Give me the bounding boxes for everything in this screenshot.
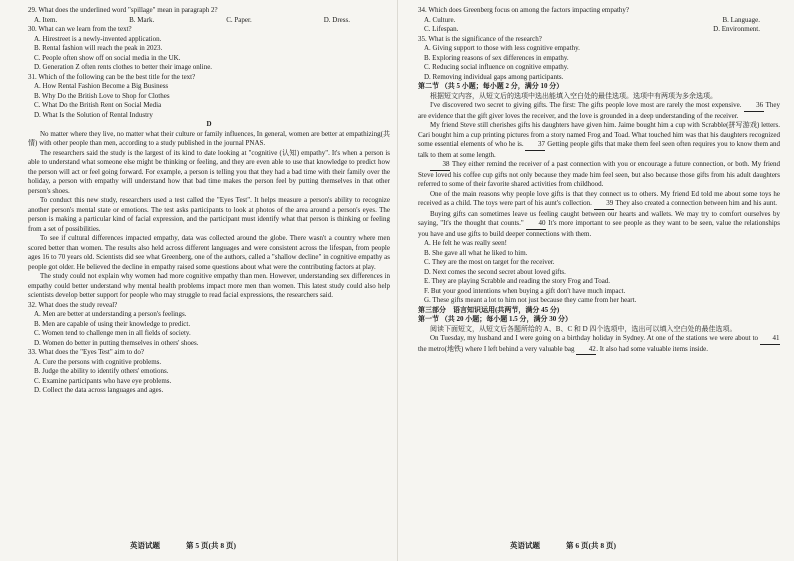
question-34: 34. Which does Greenberg focus on among the factors impacting empathy? xyxy=(418,6,630,14)
option: C. Reducing social influence on cognitive empathy. xyxy=(424,63,569,71)
blank-37[interactable]: 37 xyxy=(525,140,545,151)
gap-fill-paragraph xyxy=(418,210,780,240)
option: C. People often show off on social media in the UK. xyxy=(34,53,181,62)
part-3-instructions: 阅读下面短文，从短文后各题所给的 A、B、C 和 D 四个选项中，选出可以填入空白处的最佳选项。 xyxy=(430,324,737,333)
left-footer xyxy=(130,540,236,551)
text: They either remind the receiver of a past connection with you or encourage a future connection, or both. My friend Steve loved his coffee cup gifts not only because they made him feel seen, but also because those gifts from his adult daughters referred to some of their favorite shared activities from childhood. xyxy=(418,160,781,188)
passage-paragraph: No matter where they live, no matter what their culture or family influences, In general, women are better at empathizing(共情) with other people than men, according to a study published in the journal PNAS. xyxy=(28,129,390,147)
question-31: 31. Which of the following can be the best title for the text? xyxy=(28,72,196,81)
question-29-options xyxy=(28,16,390,26)
option: D. Collect the data across languages and ages. xyxy=(34,386,164,394)
option: D. Dress. xyxy=(323,15,350,24)
option: A. Men are better at understanding a person's feelings. xyxy=(34,310,187,318)
text: Getting people gifts that make them feel seen often requires you to know them and talk to them at some length. xyxy=(418,140,781,159)
gap-fill-paragraph xyxy=(418,121,780,160)
option: B. Mark. xyxy=(129,15,155,24)
text: the metro(地铁) where I left behind a very valuable bag xyxy=(418,344,575,353)
option: C. Examine participants who have eye problems. xyxy=(34,376,172,385)
blank-36[interactable]: 36 xyxy=(744,101,764,112)
option: A. Item. xyxy=(34,15,58,24)
passage-paragraph: To conduct this new study, researchers used a test called the "Eyes Test". It helps measure a person's ability to recognize another person's mental state or emotions. The test asks participants to look at photos of the area around a person's eyes. The person is making a particular kind of facial expression, and the participant must identify what that person is thinking or feeling from a set of possibilities. xyxy=(28,196,390,233)
text: . It also had some valuable items inside. xyxy=(596,344,708,353)
footer-subject: 英语试题 xyxy=(510,541,540,550)
blank-39[interactable]: 39 xyxy=(594,199,614,210)
option: A. Giving support to those with less cognitive empathy. xyxy=(424,44,580,52)
text: My friend Steve still cherishes gifts his daughters have given him. Jaime bought him a cup with Scrabble(拼写游戏) letters. Cari bought him a cup printing pictures from a story named Frog and Toad. What touched him was that his daughters recognized some essential elements of who he is. xyxy=(418,121,780,148)
text: One of the main reasons why people love gifts is that they connect us to others. My friend Ed told me about some toys he received as a child. The toys were part of his aunt's collection. xyxy=(418,189,780,207)
option: B. Judge the ability to identify others' emotions. xyxy=(34,367,169,375)
option: B. Why Do the British Love to Shop for Clothes xyxy=(34,91,170,100)
option: D. Environment. xyxy=(713,25,760,33)
choice: F. But your good intentions when buying a gift don't have much impact. xyxy=(424,286,626,295)
passage-paragraph: The researchers said the study is the largest of its kind to date looking at "cognitive (认知) empathy". It's when a person is able to understand what someone else might be thinking or feeling, and they are even able to use that knowledge to predict how the person will act or feel going forward. For example, a person is telling you that they had a bad time with their family over the holiday, a person with empathy will understand how that bad time makes the person feel by putting themselves in that other person's shoes. xyxy=(28,148,390,195)
cloze-paragraph xyxy=(418,334,780,355)
option: A. How Rental Fashion Become a Big Business xyxy=(34,82,169,90)
question-29: 29. What does the underlined word "spillage" mean in paragraph 2? xyxy=(28,6,218,14)
option: C. Paper. xyxy=(226,15,252,24)
blank-40[interactable]: 40 xyxy=(526,219,546,230)
left-page xyxy=(28,6,390,396)
choice: C. They are the most on target for the receiver. xyxy=(424,258,555,266)
option: A. Cure the persons with cognitive problems. xyxy=(34,357,162,366)
blank-38[interactable]: 38 xyxy=(430,160,450,171)
passage-paragraph: To see if cultural differences impacted empathy, data was collected around the globe. There wasn't a country where men scored better than women. The results also held across different languages and were consistent across the lifespan, from people ages 16 to 70 years old. Scientists did see what Greenberg, one of the authors, called a "shallow decline" in cognitive empathy as people got older. He believed the decline in empathy raised some questions about what were the contributing factors at play. xyxy=(28,234,390,271)
text: Buying gifts can sometimes leave us feeling caught between our hearts and wallets. We may try to comfort ourselves by saying, "It's the thought that counts." xyxy=(418,209,780,227)
option: D. What Is the Solution of Rental Industry xyxy=(34,110,153,119)
section-2-instructions: 根据短文内容，从短文后的选项中选出能填入空白处的最佳选项。选项中有两项为多余选项。 xyxy=(430,91,717,100)
part-3-section-1-title: 第一节 （共 20 小题；每小题 1.5 分，满分 30 分） xyxy=(418,315,572,323)
choice: A. He felt he was really seen! xyxy=(424,239,507,247)
text: I've discovered two secret to giving gifts. The first: The gifts people love most are rarely the most expensive. xyxy=(430,101,742,109)
option: D. Generation Z often rents clothes to better their image online. xyxy=(34,63,213,71)
blank-41[interactable]: 41 xyxy=(760,334,780,345)
question-34-options xyxy=(418,16,780,26)
option: D. Women do better in putting themselves in others' shoes. xyxy=(34,338,199,347)
option: C. Women tend to challenge men in all fields of society. xyxy=(34,329,191,337)
right-footer xyxy=(510,540,616,551)
section-2-title: 第二节 （共 5 小题；每小题 2 分，满分 10 分） xyxy=(418,82,564,90)
text: It's more important to see people as they want to be seen, value the relationships you have and use gifts to build deeper connections with them. xyxy=(418,219,781,238)
option: D. Removing individual gaps among participants. xyxy=(424,72,564,81)
option: A. Hirestreet is a newly-invented application. xyxy=(34,34,162,43)
footer-page-number: 第 6 页(共 8 页) xyxy=(566,541,616,550)
choice: E. They are playing Scrabble and reading the story Frog and Toad. xyxy=(424,277,611,285)
option: B. Rental fashion will reach the peak in 2023. xyxy=(34,44,163,52)
option: A. Culture. xyxy=(424,15,456,24)
gap-fill-paragraph xyxy=(418,190,780,210)
question-33: 33. What does the "Eyes Test" aim to do? xyxy=(28,348,144,356)
text: They are evidence that the gift giver loves the receiver, and the love is grounded in a deep understanding of the receiver. xyxy=(418,101,781,120)
gap-fill-paragraph xyxy=(418,101,780,121)
passage-paragraph: The study could not explain why women had more cognitive empathy than men. However, understanding sex differences in empathy could better understand why mental health problems impact more men than women. This latest study could also help scientists develop better support for people who may struggle to read facial expressions, the researchers said. xyxy=(28,272,390,299)
choice: G. These gifts meant a lot to him not just because they came from her heart. xyxy=(424,296,637,304)
option: C. What Do the British Rent on Social Media xyxy=(34,101,162,109)
choice: D. Next comes the second secret about loved gifts. xyxy=(424,267,566,276)
choice: B. She gave all what he liked to him. xyxy=(424,248,528,257)
right-page xyxy=(418,6,780,355)
part-3-title: 第三部分 语言知识运用(共两节，满分 45 分) xyxy=(418,305,560,314)
text: They also created a connection between him and his aunt. xyxy=(615,199,778,207)
option: B. Language. xyxy=(722,15,760,24)
passage-d-heading: D xyxy=(206,120,212,128)
footer-subject: 英语试题 xyxy=(130,541,160,550)
question-35: 35. What is the significance of the research? xyxy=(418,34,542,43)
page-divider xyxy=(397,0,398,561)
option: B. Men are capable of using their knowledge to predict. xyxy=(34,319,191,328)
question-30: 30. What can we learn from the text? xyxy=(28,25,132,33)
blank-42[interactable]: 42 xyxy=(576,345,596,356)
question-34-options xyxy=(418,25,780,35)
option: B. Exploring reasons of sex differences in empathy. xyxy=(424,53,569,62)
option: C. Lifespan. xyxy=(424,25,459,33)
question-32: 32. What does the study reveal? xyxy=(28,300,118,309)
text: On Tuesday, my husband and I were going on a birthday holiday in Sydney. At one of the stations we were about to xyxy=(430,334,759,342)
footer-page-number: 第 5 页(共 8 页) xyxy=(186,541,236,550)
gap-fill-paragraph xyxy=(418,160,780,190)
